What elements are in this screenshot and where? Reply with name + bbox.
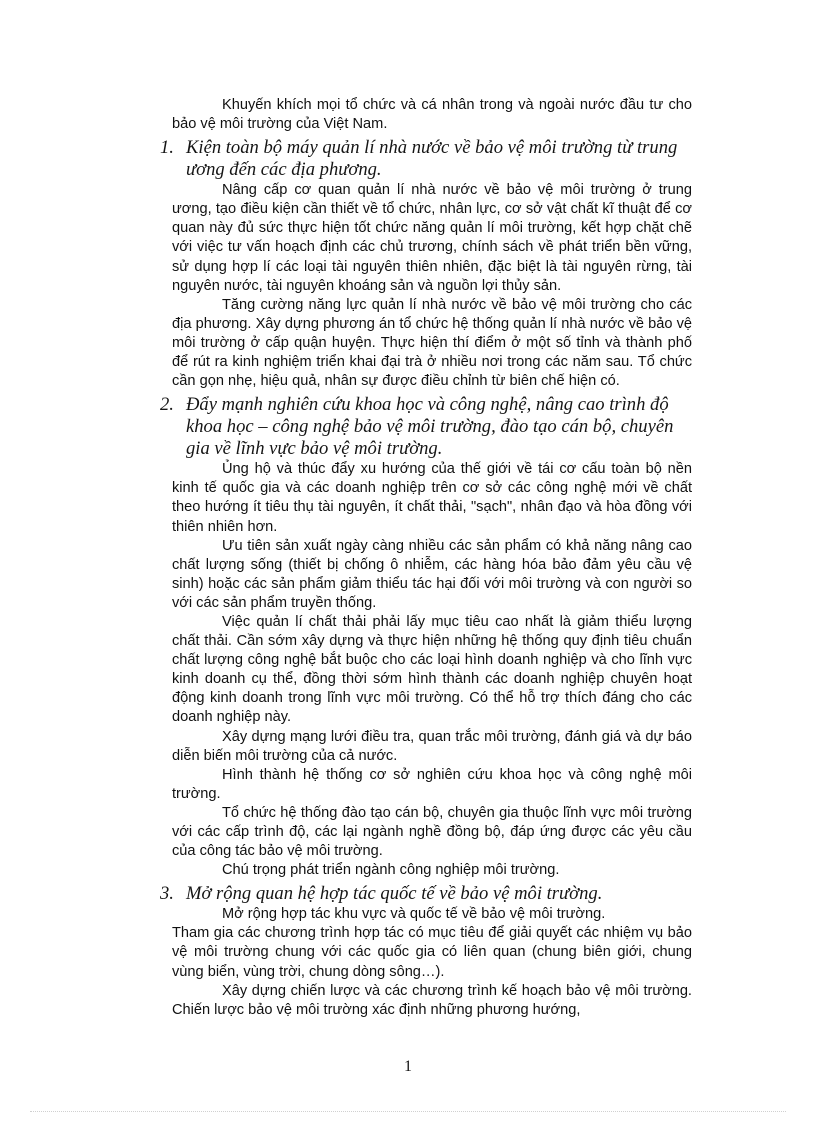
paragraph: Xây dựng mạng lưới điều tra, quan trắc môi trường, đánh giá và dự báo diễn biến môi trường của cả nước. xyxy=(172,728,692,764)
paragraph: Tổ chức hệ thống đào tạo cán bộ, chuyên gia thuộc lĩnh vực môi trường với các cấp trình độ, các lại ngành nghề đồng bộ, đáp ứng được các yêu cầu của công tác bảo vệ môi trường. xyxy=(172,804,692,860)
section-title: Kiện toàn bộ máy quản lí nhà nước về bảo vệ môi trường từ trung ương đến các địa phương. xyxy=(186,137,678,181)
paragraph: Tăng cường năng lực quản lí nhà nước về bảo vệ môi trường cho các địa phương. Xây dựng phương án tổ chức hệ thống quản lí nhà nước về bảo vệ môi trường ở cấp quận huyện. Thực hiện thí điểm ở một số tỉnh và thành phố để rút ra kinh nghiệm triển khai đại trà ở nhiều nơi trong các năm sau. Tổ chức cần gọn nhẹ, hiệu quả, nhân sự được điều chỉnh từ biên chế hiện có. xyxy=(172,296,692,390)
paragraph: Ủng hộ và thúc đẩy xu hướng của thế giới về tái cơ cấu toàn bộ nền kinh tế quốc gia và các doanh nghiệp trên cơ sở các công nghệ mới về chất theo hướng ít tiêu thụ tài nguyên, ít chất thải, "sạch", nhân đạo và hòa đồng với thiên nhiên hơn. xyxy=(172,461,692,535)
section-title: Mở rộng quan hệ hợp tác quốc tế về bảo vệ môi trường. xyxy=(186,883,603,905)
section-number: 3. xyxy=(160,883,174,905)
section-number: 1. xyxy=(160,137,174,159)
section-heading-1 xyxy=(160,137,692,181)
section-title: Đẩy mạnh nghiên cứu khoa học và công nghệ, nâng cao trình độ khoa học – công nghệ bảo vệ môi trường, đào tạo cán bộ, chuyên gia về lĩnh vực bảo vệ môi trường. xyxy=(186,394,674,460)
page-bottom-divider xyxy=(30,1111,786,1112)
paragraph: Nâng cấp cơ quan quản lí nhà nước về bảo vệ môi trường ở trung ương, tạo điều kiện cần thiết về tổ chức, nhân lực, cơ sở vật chất kĩ thuật để cơ quan này đủ sức thực hiện tốt chức năng quản lí môi trường, kết hợp chặt chẽ với việc tư vấn hoạch định các chủ trương, chính sách về phát triển bền vững, sử dụng hợp lí các loại tài nguyên thiên nhiên, đặc biệt là tài nguyên rừng, tài nguyên nước, tài nguyên khoáng sản và nguồn lợi thủy sản. xyxy=(172,182,692,294)
paragraph: Hình thành hệ thống cơ sở nghiên cứu khoa học và công nghệ môi trường. xyxy=(172,766,692,802)
paragraph: Việc quản lí chất thải phải lấy mục tiêu cao nhất là giảm thiểu lượng chất thải. Cần sớm xây dựng và thực hiện những hệ thống quy định tiêu chuẩn chất lượng công nghệ bắt buộc cho các loại hình doanh nghiệp và cho lĩnh vực kinh doanh cụ thể, đồng thời sớm hình thành các doanh nghiệp chuyên hoạt động kinh doanh trong lĩnh vực môi trường. Có thể hỗ trợ thích đáng cho các doanh nghiệp này. xyxy=(172,613,692,726)
section-number: 2. xyxy=(160,394,174,416)
document-body xyxy=(160,96,692,1020)
paragraph: Chú trọng phát triển ngành công nghiệp môi trường. xyxy=(222,862,560,879)
paragraph: Mở rộng hợp tác khu vực và quốc tế về bảo vệ môi trường. xyxy=(222,906,606,923)
section-heading-2 xyxy=(160,394,692,460)
paragraph: Khuyến khích mọi tổ chức và cá nhân trong và ngoài nước đầu tư cho bảo vệ môi trường của Việt Nam. xyxy=(172,97,692,133)
paragraph: Xây dựng chiến lược và các chương trình kế hoạch bảo vệ môi trường. Chiến lược bảo vệ môi trường xác định những phương hướng, xyxy=(172,982,692,1018)
paragraph: Tham gia các chương trình hợp tác có mục tiêu để giải quyết các nhiệm vụ bảo vệ môi trường chung với các quốc gia có liên quan (chung biên giới, chung vùng biển, vùng trời, chung dòng sông…). xyxy=(172,925,692,980)
section-heading-3 xyxy=(160,883,692,905)
page-number: 1 xyxy=(404,1058,412,1075)
paragraph: Ưu tiên sản xuất ngày càng nhiều các sản phẩm có khả năng nâng cao chất lượng sống (thiết bị chống ô nhiễm, các hàng hóa bảo đảm yêu cầu vệ sinh) hoặc các sản phẩm giảm thiểu tác hại đối với môi trường và con người so với các sản phẩm truyền thống. xyxy=(172,537,692,611)
